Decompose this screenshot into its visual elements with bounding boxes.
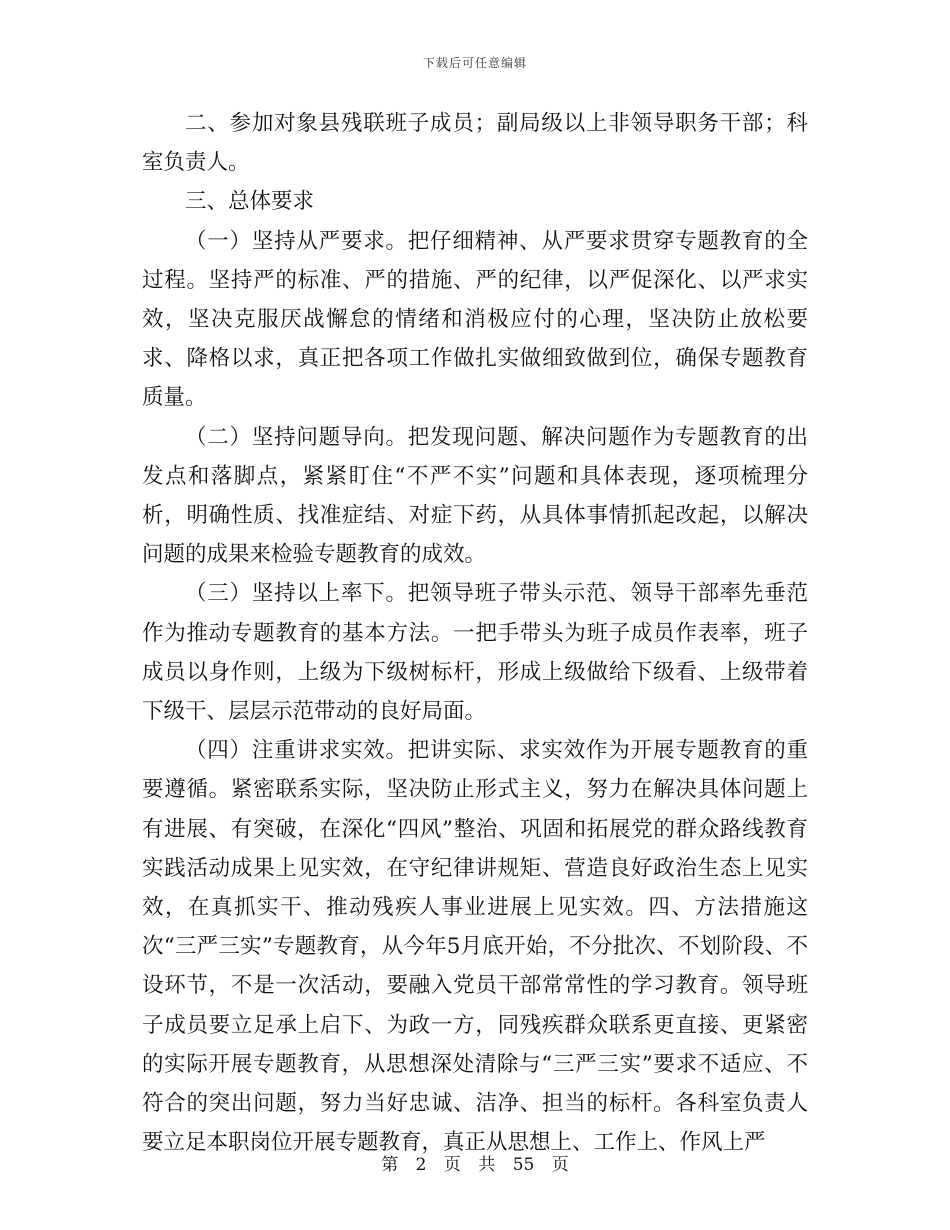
paragraph-requirement-4: （四）注重讲求实效。把讲实际、求实效作为开展专题教育的重要遵循。紧密联系实际，坚决防止形式主义，努力在解决具体问题上有进展、有突破，在深化“四风”整治、巩固和拓展党的群众路线教育实践活动成果上见实效，在守纪律讲规矩、营造良好政治生态上见实效，在真抓实干、推动残疾人事业进展上见实效。四、方法措施这次“三严三实”专题教育，从今年5月底开始，不分批次、不划阶段、不设环节，不是一次活动，要融入党员干部常常性的学习教育。领导班子成员要立足承上启下、为政一方，同残疾群众联系更直接、更紧密的实际开展专题教育，从思想深处清除与“三严三实”要求不适应、不符合的突出问题，努力当好忠诚、洁净、担当的标杆。各科室负责人要立足本职岗位开展专题教育，真正从思想上、工作上、作风上严 (142, 738, 808, 1156)
paragraph-participants: 二、参加对象县残联班子成员；副局级以上非领导职务干部；科室负责人。 (142, 111, 808, 176)
paragraph-requirement-3: （三）坚持以上率下。把领导班子带头示范、领导干部率先垂范作为推动专题教育的基本方法。一把手带头为班子成员作表率，班子成员以身作则，上级为下级树标杆，形成上级做给下级看、上级带着下级干、层层示范带动的良好局面。 (142, 581, 808, 725)
footer-page-word: 页 (443, 1155, 461, 1175)
footer-suffix: 页 (551, 1155, 569, 1175)
document-body (142, 104, 808, 1162)
footer-current-page: 2 (415, 1155, 427, 1175)
footer-prefix: 第 (381, 1155, 399, 1175)
paragraph-section-heading: 三、总体要求 (185, 189, 315, 215)
page-number-footer (0, 1150, 950, 1175)
paragraph-requirement-1: （一）坚持从严要求。把仔细精神、从严要求贯穿专题教育的全过程。坚持严的标准、严的措施、严的纪律，以严促深化、以严求实效，坚决克服厌战懈怠的情绪和消极应付的心理，坚决防止放松要求、降格以求，真正把各项工作做扎实做细致做到位，确保专题教育质量。 (142, 228, 808, 411)
footer-total-pages: 55 (512, 1155, 535, 1175)
paragraph-requirement-2: （二）坚持问题导向。把发现问题、解决问题作为专题教育的出发点和落脚点，紧紧盯住“不严不实”问题和具体表现，逐项梳理分析，明确性质、找准症结、对症下药，从具体事情抓起改起，以解决问题的成果来检验专题教育的成效。 (142, 424, 808, 568)
page-header: 下载后可任意编辑 (422, 56, 527, 70)
footer-total-word: 共 (478, 1155, 496, 1175)
